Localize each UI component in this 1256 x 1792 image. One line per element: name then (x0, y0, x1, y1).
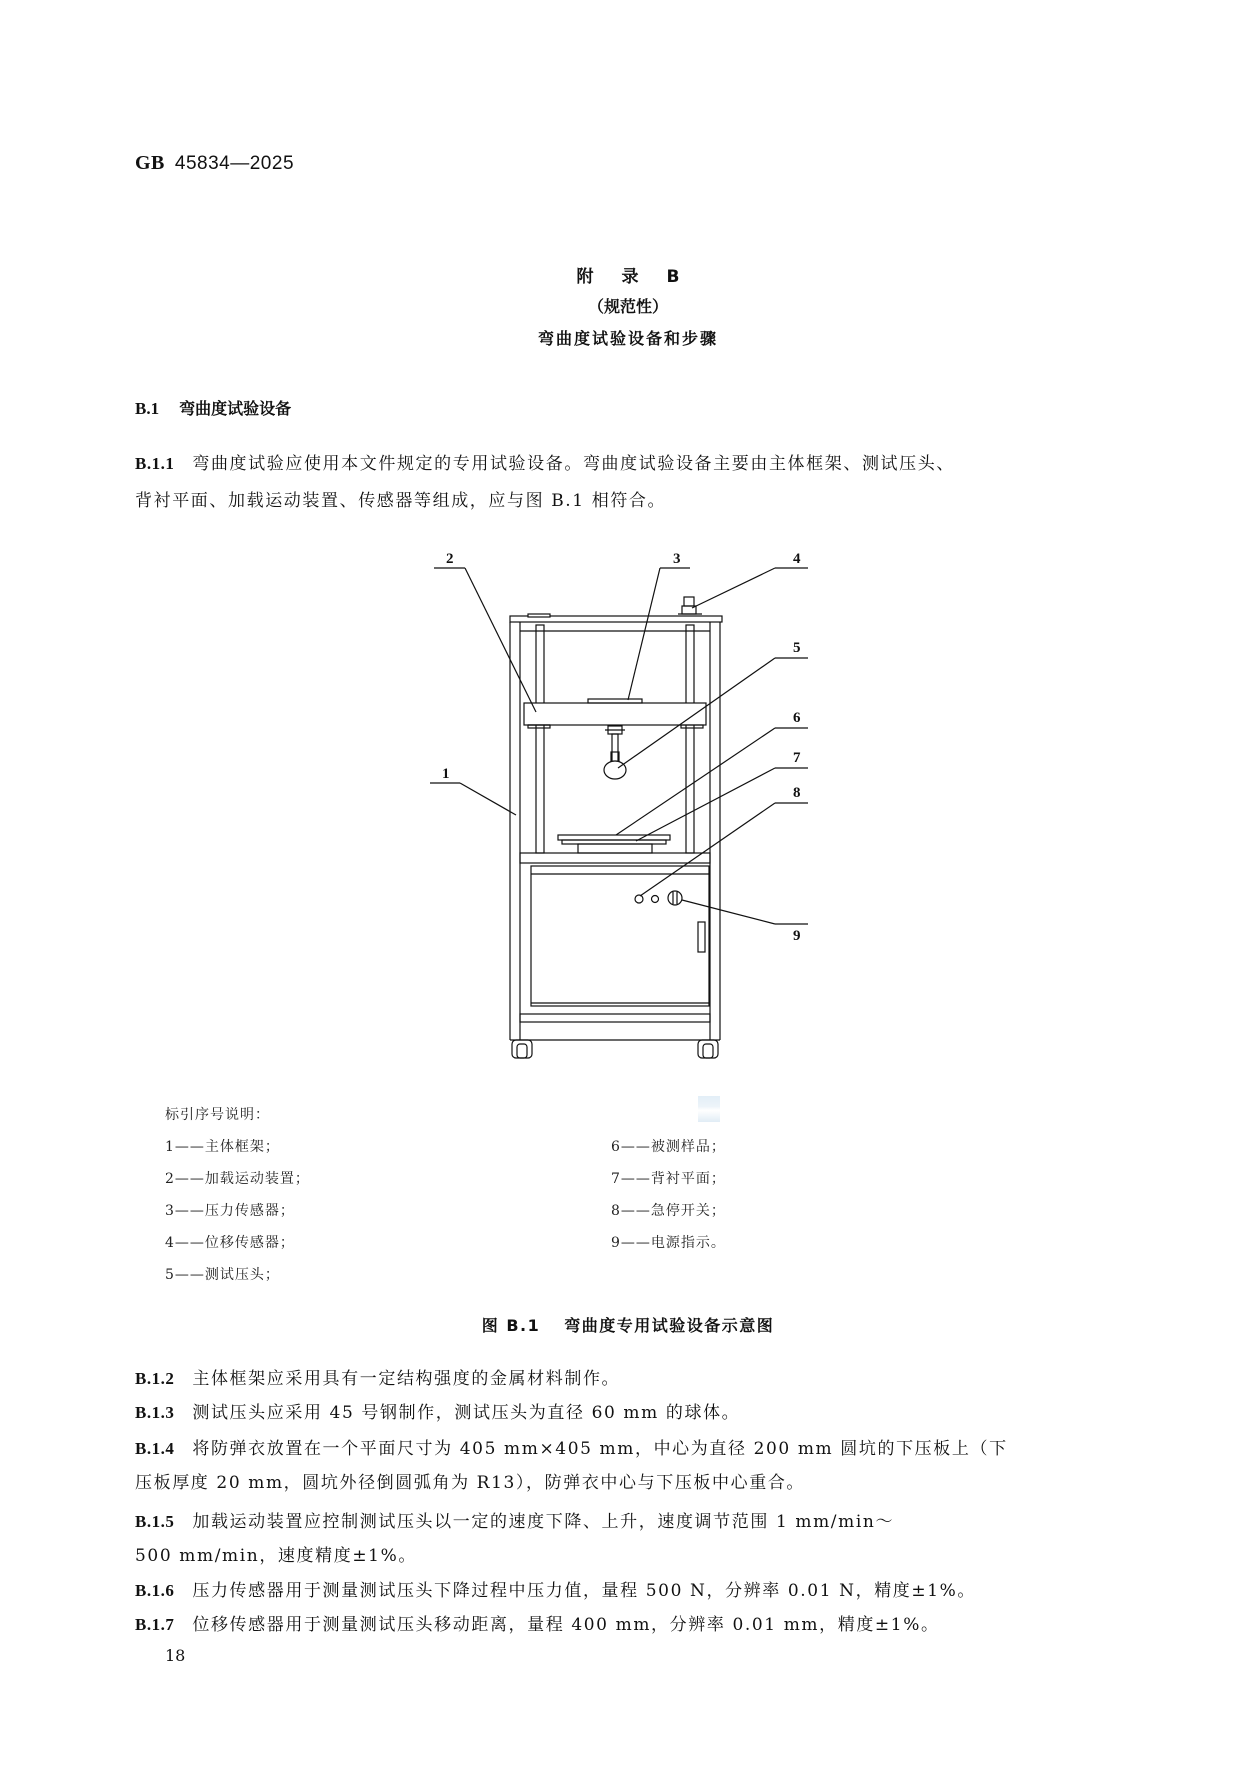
callout-4: 4 (793, 551, 801, 567)
paragraph-b1-5 (135, 1507, 1113, 1532)
annex-label-part: B (666, 267, 680, 287)
paragraph-b1-5-cont: 500 mm/min，速度精度±1%。 (135, 1546, 417, 1566)
section-title: 弯曲度试验设备 (179, 399, 292, 418)
paragraph-b1-4 (135, 1434, 1113, 1459)
page-number: 18 (165, 1646, 186, 1665)
clause-number: B.1.6 (135, 1581, 175, 1600)
paragraph-b1-4-cont: 压板厚度 20 mm，圆坑外径倒圆弧角为 R13），防弹衣中心与下压板中心重合。 (135, 1473, 806, 1493)
paragraph-b1-1 (135, 449, 1113, 474)
annex-label-part: 录 (621, 267, 639, 287)
legend-item-1: 1——主体框架； (165, 1139, 280, 1155)
callout-5: 5 (793, 640, 801, 656)
legend-item-3: 3——压力传感器； (165, 1203, 295, 1219)
annex-label-part: 附 (576, 267, 594, 287)
paragraph-b1-3 (135, 1398, 1113, 1423)
legend-item-5: 5——测试压头； (165, 1267, 280, 1283)
clause-number: B.1.3 (135, 1403, 175, 1422)
section-number: B.1 (135, 399, 160, 418)
legend-title: 标引序号说明： (165, 1107, 270, 1123)
legend-item-6: 6——被测样品； (611, 1139, 726, 1155)
figure-b1-drawing (420, 530, 840, 1070)
paragraph-b1-1-cont: 背衬平面、加载运动装置、传感器等组成，应与图 B.1 相符合。 (135, 491, 667, 511)
callout-1: 1 (442, 766, 450, 782)
legend-item-4: 4——位移传感器； (165, 1235, 295, 1251)
annex-title: 弯曲度试验设备和步骤 (537, 329, 718, 348)
clause-text: 测试压头应采用 45 号钢制作，测试压头为直径 60 mm 的球体。 (192, 1403, 741, 1423)
clause-number: B.1.1 (135, 454, 175, 473)
annex-label (0, 262, 1256, 287)
paragraph-b1-7 (135, 1610, 1113, 1635)
callout-7: 7 (793, 750, 801, 766)
clause-number: B.1.5 (135, 1512, 175, 1531)
clause-text: 压力传感器用于测量测试压头下降过程中压力值，量程 500 N，分辨率 0.01 N，精度±1%。 (192, 1581, 977, 1601)
clause-text: 主体框架应采用具有一定结构强度的金属材料制作。 (192, 1369, 621, 1389)
callout-9: 9 (793, 928, 801, 944)
scan-artifact (698, 1096, 720, 1122)
clause-text: 弯曲度试验应使用本文件规定的专用试验设备。弯曲度试验设备主要由主体框架、测试压头、 (192, 454, 955, 474)
clause-text: 加载运动装置应控制测试压头以一定的速度下降、上升，速度调节范围 1 mm/min～ (192, 1512, 895, 1532)
figure-title: 弯曲度专用试验设备示意图 (564, 1316, 775, 1335)
figure-caption (0, 1313, 1256, 1336)
figure-number: 图 B.1 (481, 1316, 541, 1335)
section-heading-b1 (135, 396, 291, 419)
paragraph-b1-6 (135, 1576, 1113, 1601)
standard-prefix: GB (135, 152, 165, 174)
paragraph-b1-2 (135, 1364, 1113, 1389)
clause-number: B.1.2 (135, 1369, 175, 1388)
callout-6: 6 (793, 710, 801, 726)
clause-text: 将防弹衣放置在一个平面尺寸为 405 mm×405 mm，中心为直径 200 mm 圆坑的下压板上（下 (192, 1439, 1008, 1459)
clause-number: B.1.4 (135, 1439, 175, 1458)
callout-8: 8 (793, 785, 801, 801)
annex-normative-tag: （规范性） (587, 297, 668, 316)
standard-number: 45834—2025 (174, 153, 295, 174)
clause-number: B.1.7 (135, 1615, 175, 1634)
legend-item-9: 9——电源指示。 (611, 1235, 726, 1251)
callout-2: 2 (446, 551, 454, 567)
legend-item-2: 2——加载运动装置； (165, 1171, 310, 1187)
legend-item-8: 8——急停开关； (611, 1203, 726, 1219)
document-header (135, 152, 294, 175)
callout-3: 3 (673, 551, 681, 567)
clause-text: 位移传感器用于测量测试压头移动距离，量程 400 mm，分辨率 0.01 mm，精度±1%。 (192, 1615, 940, 1635)
legend-item-7: 7——背衬平面； (611, 1171, 726, 1187)
